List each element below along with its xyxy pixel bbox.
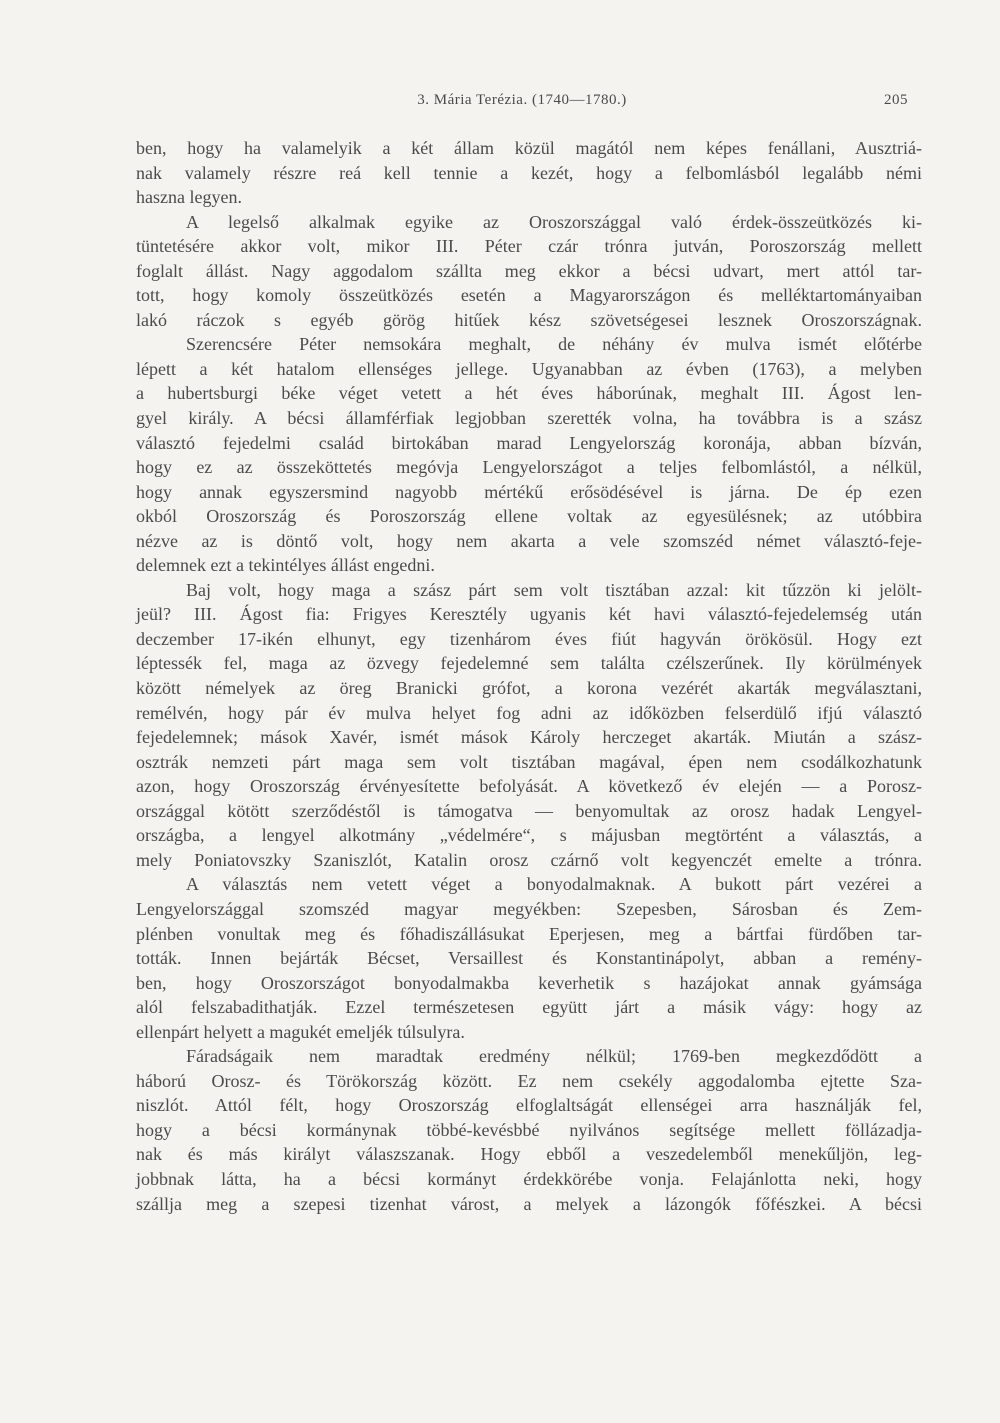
text-line: választó fejedelmi család birtokában marad Lengyelország koronája, abban bízván, [136, 432, 922, 453]
text-line: ellenpárt helyett a magukét emeljék túlsulyra. [136, 1021, 465, 1042]
text-line: tüntetésére akkor volt, mikor III. Péter czár trónra jutván, Poroszország mellett [136, 236, 922, 257]
text-line: hogy ez az összeköttetés megóvja Lengyelországot a teljes felbomlástól, a nélkül, [136, 457, 922, 478]
text-line: országba, a lengyel alkotmány „védelmére“, s májusban megtörtént a választás, a [136, 825, 922, 846]
text-line: Baj volt, hogy maga a szász párt sem volt tisztában azzal: kit tűzzön ki jelölt- [186, 579, 922, 600]
text-line: között némelyek az öreg Branicki grófot, a korona vezérét akarták megválasztani, [136, 678, 922, 699]
text-line: haszna legyen. [136, 187, 242, 208]
text-line: nak valamely részre reá kell tennie a kezét, hogy a felbomlásból legalább némi [136, 162, 922, 183]
text-line: niszlót. Attól félt, hogy Oroszország elfoglaltságát ellenségei arra használják fel, [136, 1095, 922, 1116]
text-line: szállja meg a szepesi tizenhat várost, a melyek a lázongók főfészkei. A bécsi [136, 1193, 922, 1214]
text-line: fejedelemnek; mások Xavér, ismét mások Károly herczeget akarták. Miután a szász- [136, 727, 922, 748]
text-line: Szerencsére Péter nemsokára meghalt, de néhány év mulva ismét előtérbe [186, 334, 922, 355]
text-line: deczember 17-ikén elhunyt, egy tizenhárom éves fiút hagyván örökösül. Hogy ezt [136, 628, 922, 649]
text-line: foglalt állást. Nagy aggodalom szállta meg ekkor a bécsi udvart, mert attól tar- [136, 260, 922, 281]
text-line: A legelső alkalmak egyike az Oroszországgal való érdek-összeütközés ki- [186, 211, 922, 232]
text-line: ben, hogy Oroszországot bonyodalmakba keverhetik s hazájokat annak gyámsága [136, 972, 922, 993]
text-line: okból Oroszország és Poroszország ellene voltak az egyesülésnek; az utóbbira [136, 506, 922, 527]
text-line: jeül? III. Ágost fia: Frigyes Keresztély ugyanis két havi választó-fejedelemség után [136, 604, 922, 625]
text-line: Lengyelországgal szomszéd magyar megyékben: Szepesben, Sárosban és Zem- [136, 898, 922, 919]
text-line: tották. Innen bejárták Bécset, Versaillest és Konstantinápolyt, abban a remény- [136, 948, 922, 969]
text-line: jobbnak látta, ha a bécsi kormányt érdekkörébe vonja. Felajánlotta neki, hogy [136, 1168, 922, 1189]
text-line: lépett a két hatalom ellenséges jellege. Ugyanabban az évben (1763), a melyben [136, 358, 922, 379]
text-line: háború Orosz- és Törökország között. Ez nem csekély aggodalomba ejtette Sza- [136, 1070, 922, 1091]
text-line: A választás nem vetett véget a bonyodalmaknak. A bukott párt vezérei a [186, 874, 922, 895]
text-line: nézve az is döntő volt, hogy nem akarta a vele szomszéd német választó-feje- [136, 530, 922, 551]
text-line: nak és más királyt válaszszanak. Hogy ebből a veszedelemből menekűljön, leg- [136, 1144, 922, 1165]
text-line: lakó ráczok s egyéb görög hitűek kész szövetségesei lesznek Oroszországnak. [136, 309, 922, 330]
running-header [136, 92, 908, 114]
text-line: Fáradságaik nem maradtak eredmény nélkül; 1769-ben megkezdődött a [186, 1046, 922, 1067]
text-line: hogy a bécsi kormánynak többé-kevésbbé nyilvános segítsége mellett föllázadja- [136, 1119, 922, 1140]
text-line: országgal kötött szerződéstől is támogatva — benyomultak az orosz hadak Lengyel- [136, 800, 922, 821]
page-number: 205 [884, 92, 908, 108]
body-text [136, 136, 922, 1216]
text-line: a hubertsburgi béke véget vetett a hét éves háborúnak, meghalt III. Ágost len- [136, 383, 922, 404]
text-line: delemnek ezt a tekintélyes állást engedni. [136, 555, 435, 576]
text-line: mely Poniatovszky Szaniszlót, Katalin orosz czárnő volt kegyenczét emelte a trónra. [136, 849, 922, 870]
text-line: alól felszabadithatják. Ezzel természetesen együtt járt a másik vágy: hogy az [136, 997, 922, 1018]
text-line: ben, hogy ha valamelyik a két állam közül magától nem képes fenállani, Ausztriá- [136, 138, 922, 158]
text-line: gyel király. A bécsi államférfiak legjobban szerették volna, ha továbbra is a szász [136, 408, 922, 429]
text-line: remélvén, hogy pár év mulva helyet fog adni az időközben felserdülő ifjú választó [136, 702, 922, 723]
text-line: plénben vonultak meg és főhadiszállásukat Eperjesen, meg a bártfai fürdőben tar- [136, 923, 922, 944]
running-title: 3. Mária Terézia. (1740—1780.) [417, 92, 627, 108]
text-line: hogy annak egyszersmind nagyobb mértékű erősödésével is járna. De ép ezen [136, 481, 922, 502]
text-line: tott, hogy komoly összeütközés esetén a Magyarországon és melléktartományaiban [136, 285, 922, 306]
text-line: osztrák nemzeti párt maga sem volt tisztában magával, épen nem csodálkozhatunk [136, 751, 922, 772]
text-line: léptessék fel, maga az özvegy fejedelemné sem találta czélszerűnek. Ily körülmények [136, 653, 922, 674]
text-line: azon, hogy Oroszország érvényesítette befolyását. A következő év elején — a Porosz- [136, 776, 922, 797]
